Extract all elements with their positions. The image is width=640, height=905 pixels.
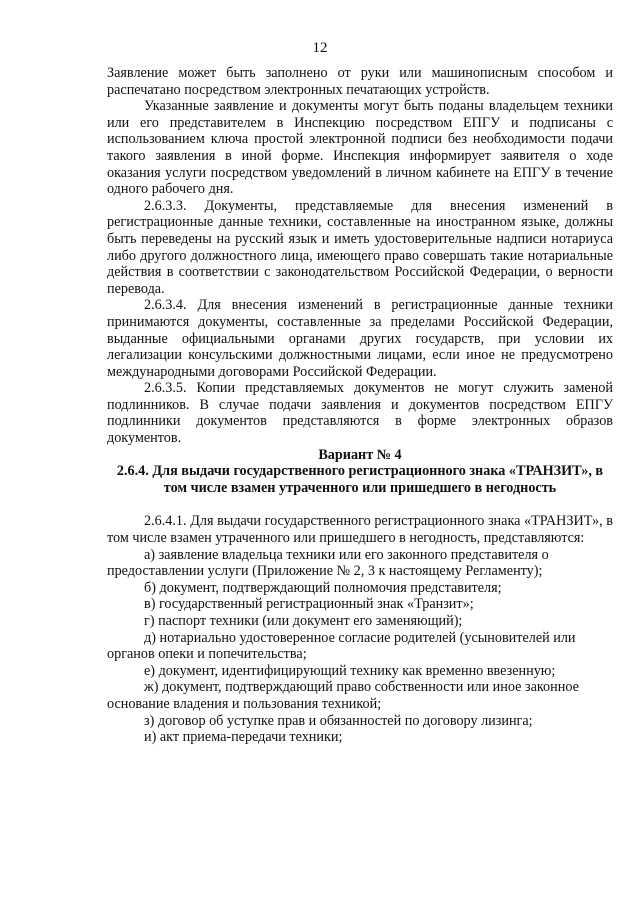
paragraph: 2.6.3.4. Для внесения изменений в регистрационные данные техники принимаются документы, составленные за пределами Российской Федерации, выданные официальными органами других государств, при условии их легализации консульскими должностными лицами, если иное не предусмотрено международными договорами Российской Федерации. <box>107 297 613 380</box>
list-item: и) акт приема-передачи техники; <box>144 729 343 746</box>
paragraph: 2.6.3.5. Копии представляемых документов не могут служить заменой подлинников. В случае подачи заявления и документов посредством ЕПГУ подлинники документов представляются в форме электронных образов документов. <box>107 380 613 447</box>
list-item: д) нотариально удостоверенное согласие родителей (усыновителей или органов опеки и попечительства; <box>107 629 576 663</box>
list-item: а) заявление владельца техники или его законного представителя о предоставлении услуги (Приложение № 2, 3 к настоящему Регламенту); <box>107 546 549 580</box>
list-item: г) паспорт техники (или документ его заменяющий); <box>144 613 463 629</box>
paragraph: Указанные заявление и документы могут быть поданы владельцем техники или его представителем в Инспекцию посредством ЕПГУ и подписаны с использованием ключа простой электронной подписи без необходимости подачи такого заявления в иной форме. Инспекция информирует заявителя о ходе оказания услуги посредством уведомлений в личном кабинете на ЕПГУ в течение одного рабочего дня. <box>107 98 613 198</box>
variant-heading: Вариант № 4 <box>318 446 402 463</box>
paragraph: Заявление может быть заполнено от руки или машинописным способом и распечатано посредством электронных печатающих устройств. <box>107 65 613 98</box>
document-body <box>107 65 613 746</box>
page-number: 12 <box>312 40 328 56</box>
paragraph: 2.6.3.3. Документы, представляемые для внесения изменений в регистрационные данные техники, составленные на иностранном языке, должны быть переведены на русский язык и иметь удостоверительные надписи нотариуса либо другого должностного лица, имеющего право совершать такие нотариальные действия в соответствии с законодательством Российской Федерации, о верности перевода. <box>107 197 613 297</box>
section-heading: 2.6.4. Для выдачи государственного регистрационного знака «ТРАНЗИТ», в том числе взамен утраченного или пришедшего в негодность <box>116 463 604 496</box>
list-item: е) документ, идентифицирующий технику как временно ввезенную; <box>144 662 556 679</box>
list-item: ж) документ, подтверждающий право собственности или иное законное основание владения и пользования техникой; <box>107 679 579 712</box>
list-item: в) государственный регистрационный знак «Транзит»; <box>144 596 474 613</box>
list-item: б) документ, подтверждающий полномочия представителя; <box>144 579 502 596</box>
intro-paragraph: 2.6.4.1. Для выдачи государственного регистрационного знака «ТРАНЗИТ», в том числе взамен утраченного или пришедшего в негодность, представляются: <box>107 513 613 547</box>
list-item: з) договор об уступке прав и обязанностей по договору лизинга; <box>144 712 533 729</box>
